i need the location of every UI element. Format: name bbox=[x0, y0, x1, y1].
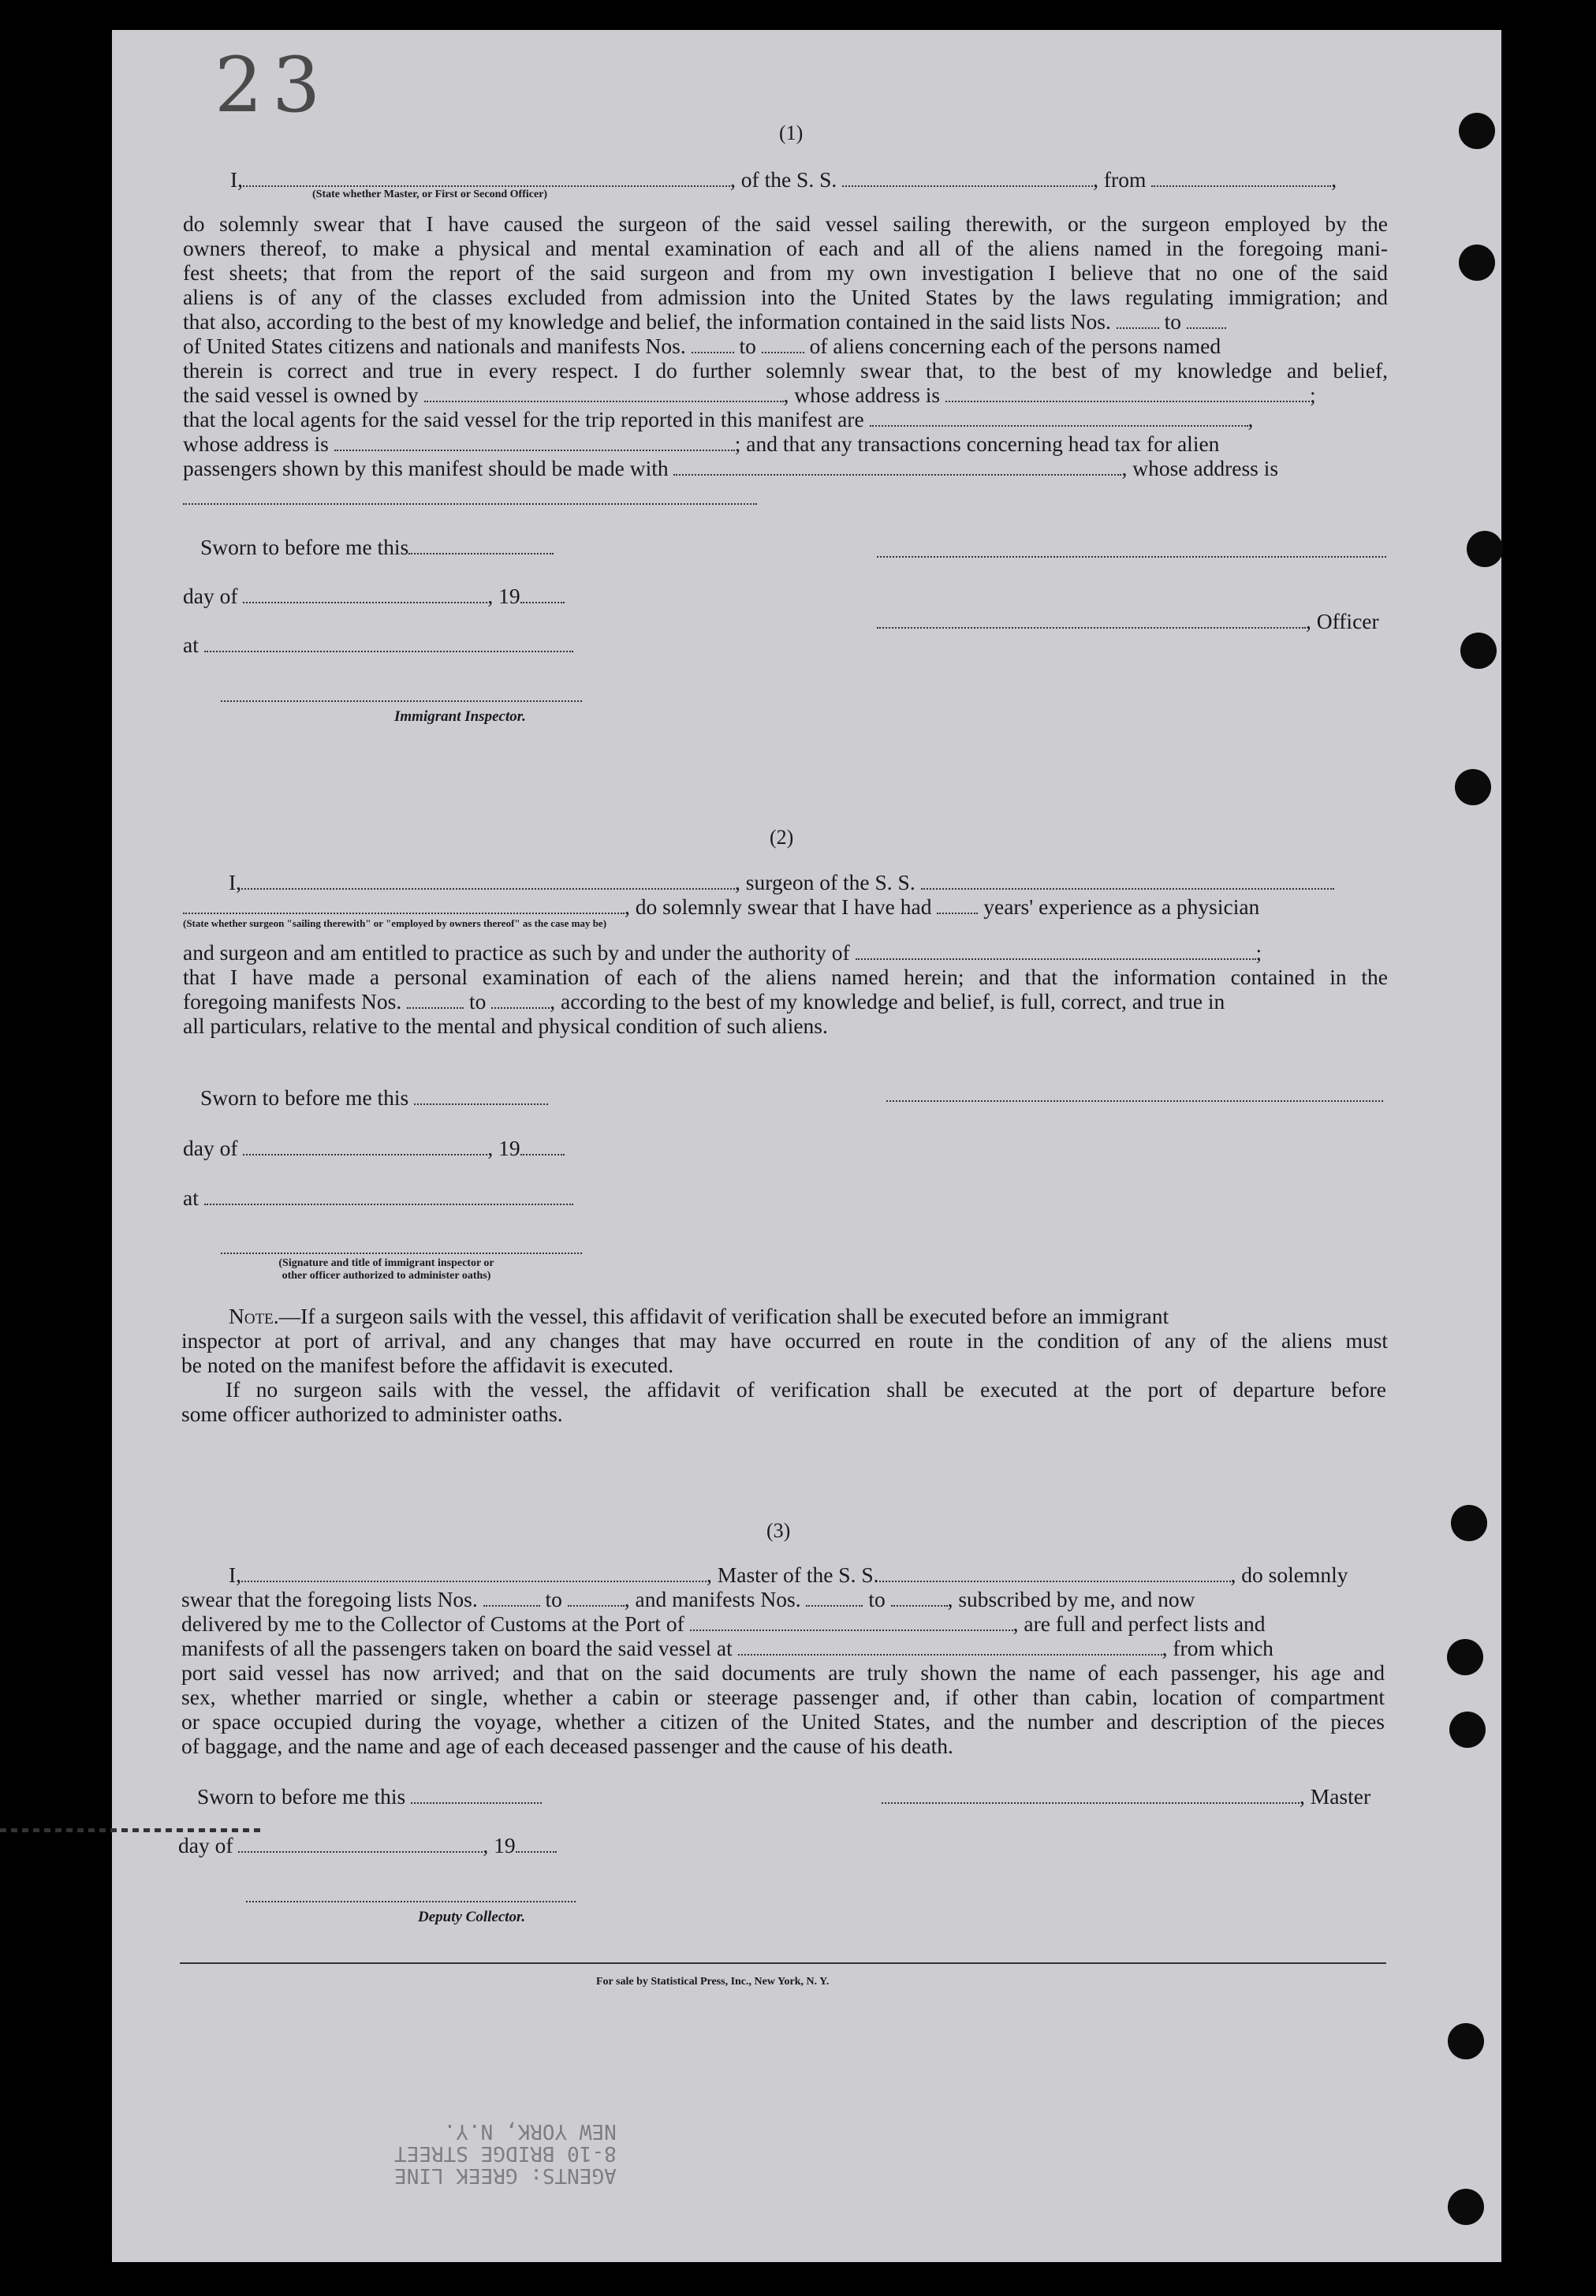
note-line-1 bbox=[229, 1304, 1169, 1328]
label-of-aliens: of aliens concerning each of the persons named bbox=[809, 334, 1221, 358]
label-manifests-nos: foregoing manifests Nos. bbox=[183, 989, 402, 1014]
embarkation-port-blank[interactable] bbox=[738, 1637, 1162, 1656]
section-number: (3) bbox=[766, 1519, 791, 1542]
citizen-list-from-blank[interactable] bbox=[1117, 310, 1159, 329]
label-to: to bbox=[545, 1587, 562, 1611]
section-1-body-line-9 bbox=[183, 407, 1253, 431]
label-owned-by: the said vessel is owned by bbox=[183, 383, 419, 407]
stamp-line-2: 8-10 BRIDGE STREET bbox=[394, 2141, 617, 2165]
punch-hole bbox=[1449, 1712, 1486, 1748]
place-blank[interactable] bbox=[204, 1186, 573, 1205]
label-day-of: day of bbox=[183, 584, 238, 608]
stamp-line-3: NEW YORK, N.Y. bbox=[443, 2119, 617, 2143]
section-3-body-line-5: port said vessel has now arrived; and that on the said documents are truly shown the name of each passenger, his age and bbox=[181, 1660, 1385, 1685]
officer-title-blank[interactable] bbox=[877, 610, 1306, 629]
section-3-body-line-8: of baggage, and the name and age of each deceased passenger and the cause of his death. bbox=[181, 1734, 953, 1758]
label-at: at bbox=[183, 633, 199, 657]
officer-name-blank[interactable] bbox=[243, 168, 730, 187]
label-full-and-perfect: , are full and perfect lists and bbox=[1012, 1611, 1266, 1636]
label-to: to bbox=[739, 334, 756, 358]
arrival-port-blank[interactable] bbox=[690, 1612, 1013, 1631]
at-line bbox=[183, 1185, 573, 1210]
label-do-solemnly: , do solemnly bbox=[1230, 1562, 1348, 1587]
label-officer: , Officer bbox=[1306, 609, 1379, 633]
month-blank[interactable] bbox=[243, 584, 487, 603]
surgeon-name-blank[interactable] bbox=[241, 871, 735, 890]
punch-hole bbox=[1459, 245, 1495, 281]
immigrant-inspector-label: Immigrant Inspector. bbox=[394, 708, 526, 725]
section-1-first-line: I, , of the S. S. , from , bbox=[230, 167, 1337, 192]
comma: , bbox=[1247, 407, 1254, 431]
section-1-body-line-4: aliens is of any of the classes excluded from admission into the United States by the laws regulating immigration; and bbox=[183, 285, 1388, 309]
section-1-body-line-1: do solemnly swear that I have caused the surgeon of the said vessel sailing therewith, or the surgeon employed by the bbox=[183, 211, 1388, 236]
section-number: (1) bbox=[779, 121, 804, 144]
punch-hole bbox=[1460, 633, 1497, 669]
section-3-line-3 bbox=[181, 1611, 1266, 1636]
master-name-blank[interactable] bbox=[241, 1563, 707, 1582]
deputy-collector-label: Deputy Collector. bbox=[418, 1909, 526, 1925]
head-tax-party-blank[interactable] bbox=[673, 457, 1121, 476]
alien-manifest-from-blank[interactable] bbox=[692, 334, 734, 353]
day-of-line bbox=[178, 1833, 557, 1857]
officer-caption: (State whether Master, or First or Second Officer) bbox=[312, 189, 548, 200]
authority-blank[interactable] bbox=[856, 941, 1256, 960]
surgeon-status-blank[interactable] bbox=[183, 895, 625, 914]
label-sworn: Sworn to before me this bbox=[200, 535, 409, 559]
section-1-body-line-11 bbox=[183, 456, 1278, 480]
manifest-from-blank[interactable] bbox=[407, 990, 464, 1009]
label-day-of: day of bbox=[183, 1136, 238, 1160]
punch-hole bbox=[1448, 2023, 1484, 2059]
year-blank[interactable] bbox=[520, 584, 565, 603]
section-3-first-line bbox=[229, 1562, 1348, 1587]
section-2-body-line-3 bbox=[183, 940, 1262, 965]
label-i: I, bbox=[229, 870, 242, 894]
stamp-line-1: AGENTS: GREEK LINE bbox=[394, 2163, 617, 2187]
label-i: I, bbox=[230, 167, 244, 192]
month-blank[interactable] bbox=[243, 1137, 487, 1155]
owner-address-blank[interactable] bbox=[945, 383, 1310, 402]
inspector-signature-blank[interactable] bbox=[221, 1253, 582, 1254]
section-1-body-line-6 bbox=[183, 334, 1221, 358]
label-whose-address: , whose address is bbox=[783, 383, 941, 407]
surgeon-signature-blank[interactable] bbox=[886, 1100, 1383, 1102]
section-1-body-line-2: owners thereof, to make a physical and mental examination of each and all of the aliens named in the foregoing mani- bbox=[183, 236, 1388, 260]
year-blank[interactable] bbox=[516, 1834, 557, 1853]
note-label: Note. bbox=[229, 1304, 279, 1328]
label-19: , 19 bbox=[487, 1136, 520, 1160]
label-head-tax: ; and that any transactions concerning head tax for alien bbox=[734, 431, 1220, 456]
sworn-line bbox=[200, 1085, 548, 1110]
punch-hole bbox=[1459, 113, 1495, 149]
label-master: , Master bbox=[1300, 1784, 1371, 1809]
label-whose-address: whose address is bbox=[183, 431, 329, 456]
label-to: to bbox=[1164, 309, 1182, 334]
manifest-to-blank[interactable] bbox=[491, 990, 550, 1009]
officer-signature-blank[interactable] bbox=[877, 556, 1386, 558]
section-1-body-line-10 bbox=[183, 431, 1219, 456]
section-1-body-line-8 bbox=[183, 383, 1316, 407]
section-2-body-line-5 bbox=[183, 989, 1225, 1014]
sworn-day-blank[interactable] bbox=[411, 1785, 542, 1804]
label-full-correct: , according to the best of my knowledge and belief, is full, correct, and true in bbox=[550, 989, 1225, 1014]
semicolon: ; bbox=[1255, 940, 1262, 965]
section-3-body-line-7: or space occupied during the voyage, whether a citizen of the United States, and the number and description of the pieces bbox=[181, 1709, 1385, 1734]
handwritten-page-number: 23 bbox=[214, 41, 330, 129]
section-2-body-line-6: all particulars, relative to the mental and physical condition of such aliens. bbox=[183, 1014, 828, 1038]
surgeon-caption: (State whether surgeon "sailing therewith" or "employed by owners thereof" as the case may be) bbox=[183, 917, 607, 929]
punch-hole bbox=[1448, 2189, 1484, 2225]
sworn-line bbox=[197, 1784, 542, 1809]
section-1-body-line-7: therein is correct and true in every respect. I do further solemnly swear that, to the best of my knowledge and belief, bbox=[183, 358, 1388, 383]
label-sworn: Sworn to before me this bbox=[197, 1784, 406, 1809]
printer-imprint: For sale by Statistical Press, Inc., New York, N. Y. bbox=[596, 1976, 830, 1988]
sworn-day-blank[interactable] bbox=[408, 536, 554, 554]
at-line bbox=[183, 633, 573, 657]
semicolon: ; bbox=[1309, 383, 1316, 407]
label-swear-had: , do solemnly swear that I have had bbox=[625, 894, 932, 919]
section-3-line-4 bbox=[181, 1636, 1273, 1660]
master-signature-line bbox=[882, 1784, 1370, 1809]
note-line-2: inspector at port of arrival, and any changes that may have occurred en route in the condition of any of the aliens must bbox=[181, 1328, 1388, 1353]
vessel-name-blank[interactable] bbox=[921, 871, 1334, 890]
list-to-blank[interactable] bbox=[568, 1588, 625, 1607]
month-blank[interactable] bbox=[238, 1834, 483, 1853]
section-3-line-2 bbox=[181, 1587, 1195, 1611]
label-at: at bbox=[183, 1185, 199, 1210]
day-of-line bbox=[183, 584, 565, 608]
label-surgeon-of-ss: , surgeon of the S. S. bbox=[735, 870, 915, 894]
label-from-which: , from which bbox=[1162, 1636, 1273, 1660]
master-signature-blank[interactable] bbox=[882, 1785, 1300, 1804]
signature-caption-line-1: (Signature and title of immigrant inspector or bbox=[278, 1257, 494, 1269]
section-2-first-line bbox=[229, 870, 1334, 894]
section-2-second-line bbox=[183, 894, 1259, 919]
signature-caption bbox=[213, 1257, 560, 1282]
list-from-blank[interactable] bbox=[483, 1588, 540, 1607]
manifest-from-blank[interactable] bbox=[806, 1588, 863, 1607]
label-lists-nos: swear that the foregoing lists Nos. bbox=[181, 1587, 478, 1611]
punch-hole bbox=[1451, 1505, 1487, 1541]
departure-port-blank[interactable] bbox=[1151, 168, 1331, 187]
section-2-body-line-4: that I have made a personal examination of each of the aliens named herein; and that the information contained in the bbox=[183, 965, 1388, 989]
vessel-name-blank[interactable] bbox=[879, 1563, 1231, 1582]
footer-rule bbox=[180, 1962, 1386, 1964]
punch-hole bbox=[1447, 1639, 1483, 1675]
label-port-of: delivered by me to the Collector of Customs at the Port of bbox=[181, 1611, 684, 1636]
label-subscribed: , subscribed by me, and now bbox=[947, 1587, 1195, 1611]
label-19: , 19 bbox=[483, 1833, 516, 1857]
label-whose-address: , whose address is bbox=[1121, 456, 1279, 480]
day-of-line bbox=[183, 1136, 565, 1160]
agents-stamp bbox=[394, 2120, 617, 2186]
collector-signature-blank[interactable] bbox=[246, 1901, 576, 1902]
label-taken-on-board: manifests of all the passengers taken on board the said vessel at bbox=[181, 1636, 733, 1660]
label-master-of-ss: , Master of the S. S. bbox=[707, 1562, 879, 1587]
sworn-day-blank[interactable] bbox=[414, 1086, 548, 1105]
signature-caption-line-2: other officer authorized to administer oaths) bbox=[282, 1270, 491, 1282]
label-sworn: Sworn to before me this bbox=[200, 1085, 409, 1110]
inspector-signature-blank[interactable] bbox=[221, 700, 582, 702]
owner-blank[interactable] bbox=[424, 383, 784, 402]
label-to: to bbox=[868, 1587, 886, 1611]
note-line-3: be noted on the manifest before the affidavit is executed. bbox=[181, 1353, 674, 1377]
note-line-5: some officer authorized to administer oaths. bbox=[181, 1402, 563, 1426]
local-agents-blank[interactable] bbox=[870, 408, 1248, 427]
label-local-agents: that the local agents for the said vessel for the trip reported in this manifest are bbox=[183, 407, 864, 431]
label-19: , 19 bbox=[487, 584, 520, 608]
label-i: I, bbox=[229, 1562, 242, 1587]
section-1-body-line-3: fest sheets; that from the report of the said surgeon and from my own investigation I believe that no one of the said bbox=[183, 260, 1388, 285]
place-blank[interactable] bbox=[204, 633, 573, 652]
label-years-experience: years' experience as a physician bbox=[983, 894, 1260, 919]
years-experience-blank[interactable] bbox=[937, 895, 978, 914]
label-authority: and surgeon and am entitled to practice as such by and under the authority of bbox=[183, 940, 850, 965]
label-day-of: day of bbox=[178, 1833, 233, 1857]
label-manifests-nos: , and manifests Nos. bbox=[624, 1587, 801, 1611]
vessel-name-blank[interactable] bbox=[842, 168, 1093, 187]
edge-scratch-mark bbox=[0, 1828, 260, 1832]
label-of-ss: , of the S. S. bbox=[730, 167, 837, 192]
citizen-list-to-blank[interactable] bbox=[1187, 310, 1226, 329]
section-1-body-line-5 bbox=[183, 309, 1226, 334]
note-text: —If a surgeon sails with the vessel, this affidavit of verification shall be executed before an immigrant bbox=[278, 1304, 1169, 1328]
punch-hole bbox=[1467, 531, 1503, 567]
label-lists-nos: that also, according to the best of my knowledge and belief, the information contained in the said lists Nos. bbox=[183, 309, 1111, 334]
label-to: to bbox=[469, 989, 487, 1014]
agents-address-blank[interactable] bbox=[334, 432, 735, 451]
section-number: (2) bbox=[770, 826, 794, 849]
label-manifests-nos: of United States citizens and nationals and manifests Nos. bbox=[183, 334, 686, 358]
label-made-with: passengers shown by this manifest should be made with bbox=[183, 456, 669, 480]
sworn-line bbox=[200, 535, 554, 559]
section-3-body-line-6: sex, whether married or single, whether a cabin or steerage passenger and, if other than cabin, location of compartment bbox=[181, 1685, 1385, 1709]
alien-manifest-to-blank[interactable] bbox=[762, 334, 804, 353]
head-tax-address-blank[interactable] bbox=[183, 503, 757, 505]
label-from: , from bbox=[1093, 167, 1147, 192]
manifest-to-blank[interactable] bbox=[891, 1588, 948, 1607]
note-line-4: If no surgeon sails with the vessel, the affidavit of verification shall be executed at the port of departure before bbox=[226, 1377, 1386, 1402]
year-blank[interactable] bbox=[520, 1137, 565, 1155]
officer-line bbox=[877, 609, 1379, 633]
punch-hole bbox=[1455, 769, 1491, 805]
